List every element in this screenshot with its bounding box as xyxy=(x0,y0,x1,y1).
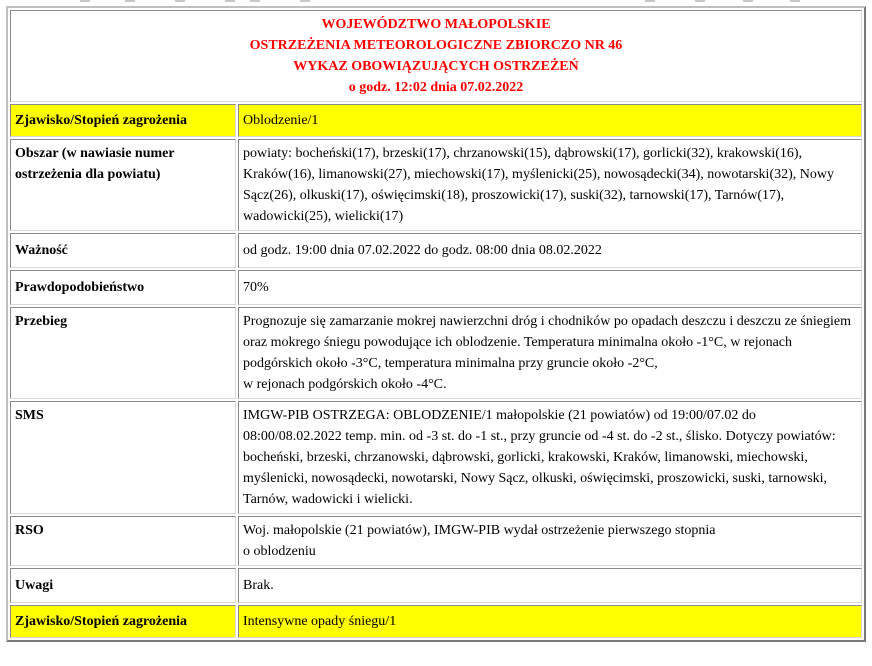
bulletin-title: OSTRZEŻENIA METEOROLOGICZNE ZBIORCZO NR 46 xyxy=(249,38,623,53)
rso-text-continued: o oblodzeniu xyxy=(243,544,316,559)
row-value: Brak. xyxy=(238,568,862,603)
rso-text: Woj. małopolskie (21 powiatów), IMGW-PIB wydał ostrzeżenie pierwszego stopnia xyxy=(243,523,716,538)
table-row-sms xyxy=(10,401,862,514)
row-value: powiaty: bocheński(17), brzeski(17), chrzanowski(15), dąbrowski(17), gorlicki(32), krakowski(16), Kraków(16), limanowski(27), miechowski(17), myślenicki(25), nowosądecki(34), nowotarski(32), Nowy Sącz(26), olkuski(17), oświęcimski(18), proszowicki(17), suski(32), tarnowski(17), Tarnów(17), wadowicki(25), wielicki(17) xyxy=(238,139,862,231)
list-title: WYKAZ OBOWIĄZUJĄCYCH OSTRZEŻEŃ xyxy=(293,59,579,74)
row-value: IMGW-PIB OSTRZEGA: OBLODZENIE/1 małopolskie (21 powiatów) od 19:00/07.02 do 08:00/08.02.2022 temp. min. od -3 st. do -1 st., przy gruncie od -4 st. do -2 st., ślisko. Dotyczy powiatów: bocheński, brzeski, chrzanowski, dąbrowski, gorlicki, krakowski, Kraków, limanowski, miechowski, myślenicki, nowosądecki, nowotarski, Nowy Sącz, olkuski, oświęcimski, proszowicki, suski, tarnowski, Tarnów, wadowicki i wielicki. xyxy=(238,401,862,514)
course-text-continued: w rejonach podgórskich około -4°C. xyxy=(243,377,447,392)
header-row xyxy=(10,10,862,102)
row-label: SMS xyxy=(10,401,236,514)
row-label: Prawdopodobieństwo xyxy=(10,270,236,305)
table-row-area xyxy=(10,139,862,231)
row-value: Oblodzenie/1 xyxy=(238,104,862,137)
row-label: Przebieg xyxy=(10,307,236,399)
row-value: 70% xyxy=(238,270,862,305)
warnings-table xyxy=(6,6,866,642)
table-row-phenomenon xyxy=(10,104,862,137)
region-title: WOJEWÓDZTWO MAŁOPOLSKIE xyxy=(321,17,551,32)
previous-content-strip xyxy=(0,0,872,4)
header-cell xyxy=(10,10,862,102)
row-label: Zjawisko/Stopień zagrożenia xyxy=(10,104,236,137)
row-value: od godz. 19:00 dnia 07.02.2022 do godz. 08:00 dnia 08.02.2022 xyxy=(238,233,862,268)
row-value xyxy=(238,307,862,399)
table-row-course xyxy=(10,307,862,399)
table-row-phenomenon-2 xyxy=(10,605,862,638)
row-value: Intensywne opady śniegu/1 xyxy=(238,605,862,638)
course-text: Prognozuje się zamarzanie mokrej nawierzchni dróg i chodników po opadach deszczu i deszczu ze śniegiem oraz mokrego śniegu powodujące ich oblodzenie. Temperatura minimalna około -1°C, w rejonach podgórskich około -3°C, temperatura minimalna przy gruncie około -2°C, xyxy=(243,314,851,371)
issue-time: o godz. 12:02 dnia 07.02.2022 xyxy=(348,80,524,95)
row-value xyxy=(238,516,862,566)
table-row-rso xyxy=(10,516,862,566)
row-label: Ważność xyxy=(10,233,236,268)
table-row-remarks xyxy=(10,568,862,603)
row-label: Uwagi xyxy=(10,568,236,603)
table-row-validity xyxy=(10,233,862,268)
row-label: Obszar (w nawiasie numer ostrzeżenia dla powiatu) xyxy=(10,139,236,231)
table-row-probability xyxy=(10,270,862,305)
row-label: Zjawisko/Stopień zagrożenia xyxy=(10,605,236,638)
row-label: RSO xyxy=(10,516,236,566)
